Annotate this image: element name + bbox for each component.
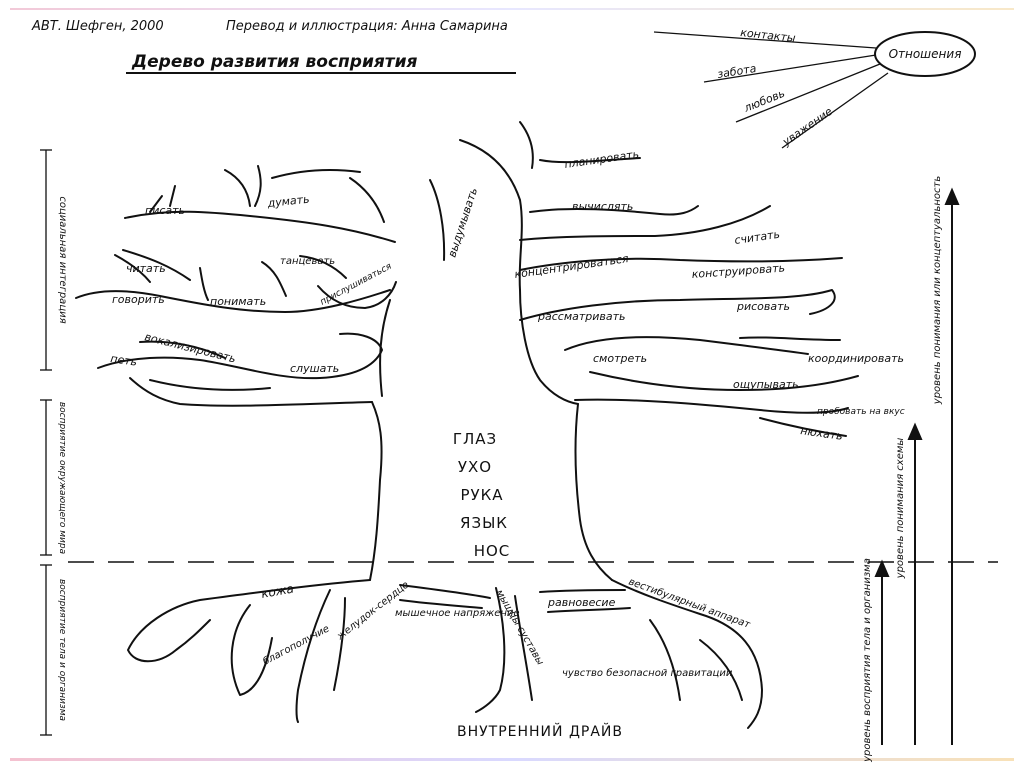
root-label: чувство безопасной гравитации [562, 668, 733, 679]
branch-label-right: рассматривать [538, 310, 626, 323]
branch-label-right: считать [733, 227, 781, 247]
left-scale-label: восприятие окружающего мира [57, 401, 67, 555]
branch-label-left: вокализировать [143, 330, 238, 366]
branch-label-left: думать [266, 192, 311, 210]
left-scale-bars [40, 150, 52, 735]
root-label: кожа [260, 581, 295, 601]
right-scale-label: уровень понимания или концептуальность [932, 175, 943, 405]
right-scale-label: уровень понимания схемы [895, 437, 906, 579]
root-label: желудок-сердце [335, 579, 412, 643]
trunk-word: ГЛАЗ [452, 430, 498, 448]
branch-label-right: вычислять [572, 200, 634, 213]
branch-label-right: нюхать [799, 424, 844, 443]
trunk-word: РУКА [460, 486, 504, 504]
branch-label-left: говорить [112, 293, 165, 306]
relations-ray-label: контакты [739, 26, 797, 45]
relations-rays [654, 32, 888, 148]
relations-center-label: Отношения [888, 47, 962, 61]
root-label: мышцы суставы [493, 588, 546, 668]
branch-label-left: прислушиваться [318, 261, 394, 308]
relations-ray-label: забота [716, 61, 758, 81]
left-scale-label: социальная интеграция [57, 196, 68, 324]
branch-label-right: рисовать [737, 300, 791, 313]
root-label: равновесие [548, 596, 616, 609]
branch-label-left: читать [126, 262, 166, 275]
trunk-word: ЯЗЫК [460, 514, 508, 532]
root-label: благополучие [261, 623, 332, 668]
branch-label-right: ощупывать [733, 378, 799, 391]
branch-label-left: слушать [290, 362, 340, 375]
author-text: АВТ. Шефген, 2000 [32, 19, 164, 34]
root-base-label: ВНУТРЕННИЙ ДРАЙВ [457, 724, 623, 740]
trunk-word: УХО [457, 458, 493, 476]
branch-label-left: писать [145, 204, 186, 217]
relations-ray-label: уважение [780, 104, 835, 149]
relations-ray-label: любовь [742, 86, 787, 115]
diagram-title: Дерево развития восприятия [132, 52, 418, 72]
crown-center-label: выдумывать [445, 186, 481, 259]
branch-label-left: танцевать [280, 256, 336, 267]
right-scale-label: уровень восприятия тела и организма [862, 558, 873, 762]
root-label: мышечное напряжение [395, 608, 520, 619]
branch-label-left: петь [109, 352, 138, 369]
branch-label-left: понимать [210, 295, 267, 308]
branch-label-right: пробовать на вкус [817, 407, 905, 417]
trunk-word: НОС [473, 542, 511, 560]
branch-label-right: координировать [808, 352, 905, 365]
branch-label-right: смотреть [593, 352, 648, 365]
branch-label-right: конструировать [691, 261, 786, 281]
right-scale-arrows [876, 190, 958, 745]
root-label: вестибулярный аппарат [626, 576, 752, 631]
translation-text: Перевод и иллюстрация: Анна Самарина [226, 19, 508, 34]
branch-label-right: концентрироваться [513, 252, 630, 281]
branch-label-right: планировать [563, 147, 640, 171]
tree-roots [128, 580, 762, 728]
left-scale-label: восприятие тела и организма [57, 578, 67, 722]
